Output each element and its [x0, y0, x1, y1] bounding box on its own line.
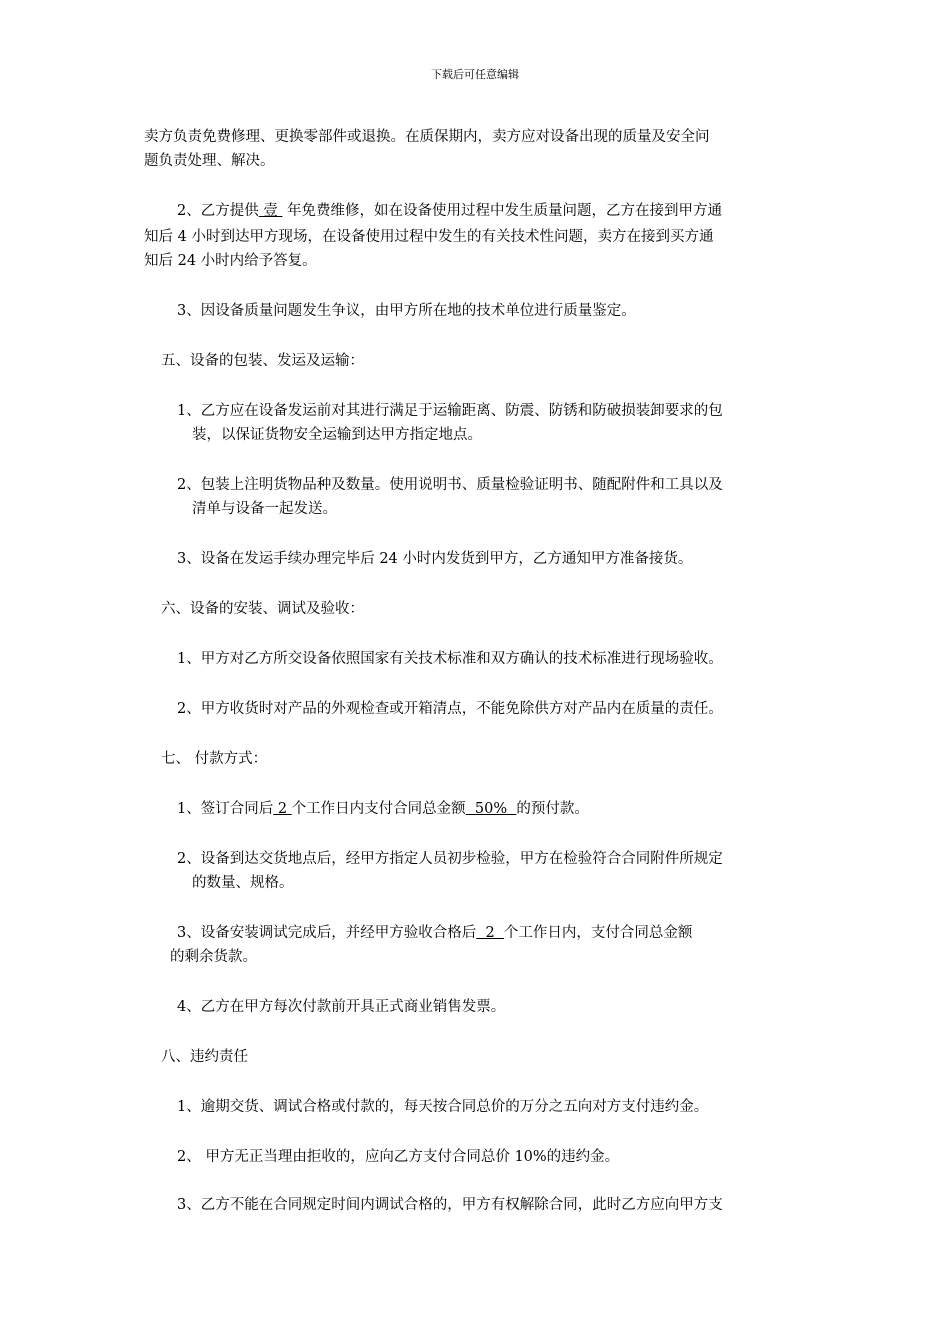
- body-line: 1、乙方应在设备发运前对其进行满足于运输距离、防震、防锈和防破损装卸要求的包: [177, 403, 723, 419]
- filled-blank: 壹: [258, 203, 283, 219]
- body-line: 装，以保证货物安全运输到达甲方指定地点。: [192, 427, 482, 443]
- clause-text: 1、签订合同后: [177, 801, 274, 817]
- body-line: 题负责处理、解决。: [144, 153, 275, 169]
- section-heading: 七、 付款方式：: [161, 751, 268, 767]
- page-header: 下载后可任意编辑: [431, 68, 519, 81]
- clause-text: 个工作日内支付合同总金额: [291, 801, 466, 817]
- body-line: 3、设备在发运手续办理完毕后 24 小时内发货到甲方，乙方通知甲方准备接货。: [177, 551, 693, 567]
- filled-blank: 2: [476, 925, 504, 941]
- section-heading: 五、设备的包装、发运及运输：: [161, 353, 364, 369]
- clause-text: 年免费维修，如在设备使用过程中发生质量问题，乙方在接到甲方通: [282, 203, 723, 219]
- body-line: 清单与设备一起发送。: [192, 501, 337, 517]
- section-heading: 八、违约责任: [161, 1049, 248, 1065]
- filled-blank: 2: [273, 801, 292, 817]
- body-line: 知后 24 小时内给予答复。: [144, 253, 317, 269]
- body-line: 4、乙方在甲方每次付款前开具正式商业销售发票。: [177, 999, 506, 1015]
- body-line: 2、包装上注明货物品种及数量。使用说明书、质量检验证明书、随配附件和工具以及: [177, 477, 723, 493]
- body-line: 知后 4 小时到达甲方现场，在设备使用过程中发生的有关技术性问题，卖方在接到买方通: [144, 229, 714, 245]
- body-line: 3、因设备质量问题发生争议，由甲方所在地的技术单位进行质量鉴定。: [177, 303, 636, 319]
- body-line: 2、 甲方无正当理由拒收的，应向乙方支付合同总价 10%的违约金。: [177, 1149, 620, 1165]
- filled-blank: 50%: [465, 801, 517, 817]
- body-line: 的剩余货款。: [170, 949, 257, 965]
- clause-text: 个工作日内，支付合同总金额: [503, 925, 693, 941]
- body-line: 2、设备到达交货地点后，经甲方指定人员初步检验，甲方在检验符合合同附件所规定: [177, 851, 723, 867]
- section-heading: 六、设备的安装、调试及验收：: [161, 601, 364, 617]
- body-line: 卖方负责免费修理、更换零部件或退换。在质保期内，卖方应对设备出现的质量及安全问: [144, 129, 710, 145]
- clause-text: 3、设备安装调试完成后，并经甲方验收合格后: [177, 925, 477, 941]
- body-line: 1、逾期交货、调试合格或付款的，每天按合同总价的万分之五向对方支付违约金。: [177, 1099, 709, 1115]
- clause-text: 的预付款。: [516, 801, 589, 817]
- warranty-clause-line: [177, 202, 722, 220]
- payment-clause-line: [177, 924, 692, 942]
- clause-text: 2、乙方提供: [177, 203, 259, 219]
- body-line: 3、乙方不能在合同规定时间内调试合格的，甲方有权解除合同，此时乙方应向甲方支: [177, 1197, 723, 1213]
- body-line: 的数量、规格。: [192, 875, 294, 891]
- payment-clause-line: [177, 800, 589, 818]
- body-line: 1、甲方对乙方所交设备依照国家有关技术标准和双方确认的技术标准进行现场验收。: [177, 651, 723, 667]
- body-line: 2、甲方收货时对产品的外观检查或开箱清点，不能免除供方对产品内在质量的责任。: [177, 701, 723, 717]
